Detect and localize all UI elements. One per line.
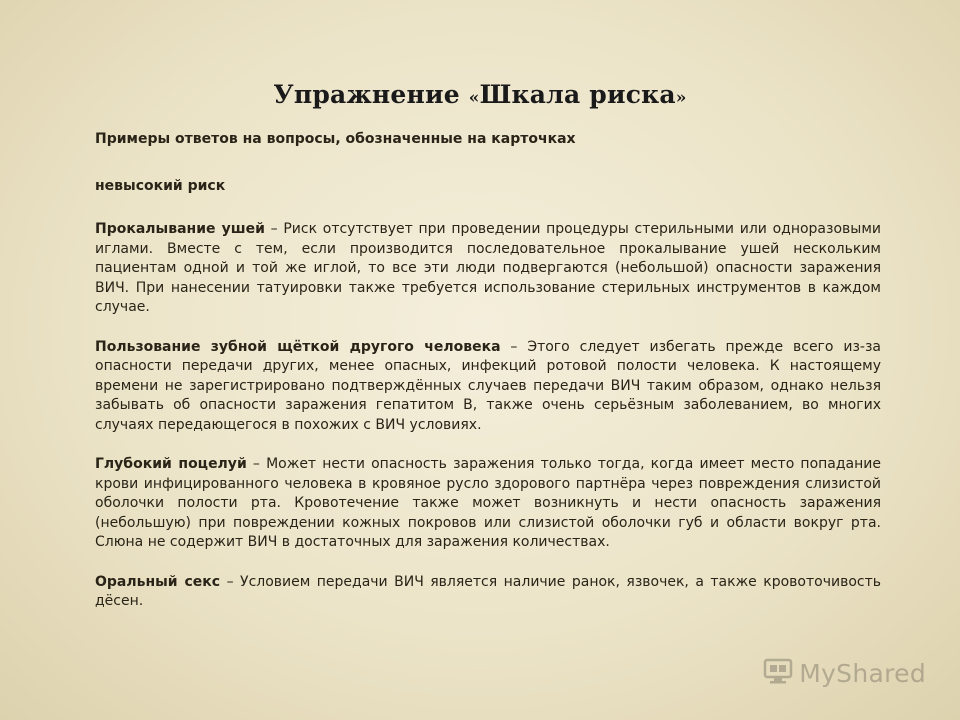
title-quote-close: » <box>675 88 687 108</box>
risk-level-heading: невысокий риск <box>95 177 226 194</box>
item-oral-sex <box>95 573 881 612</box>
item-separator: – <box>220 573 241 590</box>
item-separator: – <box>500 338 528 355</box>
item-term: Прокалывание ушей <box>95 221 265 237</box>
item-text: Риск отсутствует при проведении процедуры стерильными или одноразовыми иглами. Вместе с тем, если производится последовательное прокалывание ушей нескольким пациентам одной и той же иглой, то все эти люди подвергаются (небольшой) опасности заражения ВИЧ. При нанесении татуировки также требуется использование стерильных инструментов в каждом случае. <box>95 221 881 315</box>
item-text: Условием передачи ВИЧ является наличие ранок, язвочек, а также кровоточивость дёсен. <box>95 573 881 609</box>
subtitle: Примеры ответов на вопросы, обозначенные на карточках <box>95 131 576 147</box>
item-deep-kiss <box>95 455 881 553</box>
item-toothbrush <box>95 338 881 436</box>
monitor-logo-icon <box>763 657 793 689</box>
watermark-logo <box>763 656 926 690</box>
title-quote-open: « <box>468 88 480 108</box>
item-separator: – <box>264 221 284 237</box>
slide-title <box>0 80 960 109</box>
item-ear-piercing <box>95 220 881 318</box>
item-term: Оральный секс <box>95 573 221 590</box>
item-term: Пользование зубной щёткой другого человека <box>95 338 501 355</box>
item-text: Этого следует избегать прежде всего из-за опасности передачи других, менее опасных, инфекций ротовой полости человека. К настоящему времени не зарегистрировано подтверждённых случаев передачи ВИЧ таким образом, однако нельзя забывать об опасности заражения гепатитом B, также очень серьёзным заболеванием, во многих случаях передающегося в похожих с ВИЧ условиях. <box>95 338 881 433</box>
item-term: Глубокий поцелуй <box>95 456 247 472</box>
slide-content <box>95 130 881 632</box>
item-text: Может нести опасность заражения только тогда, когда имеет место попадание крови инфицированного человека в кровяное русло здорового партнёра через повреждения слизистой оболочки полости рта. Кровотечение также может возникнуть и нести опасность заражения (небольшую) при повреждении кожных покровов или слизистой оболочки губ и области вокруг рта. Слюна не содержит ВИЧ в достаточных для заражения количествах. <box>95 456 881 550</box>
watermark-brand: MyShared <box>799 658 926 688</box>
title-topic: Шкала риска <box>479 80 676 109</box>
title-main: Упражнение <box>273 80 469 109</box>
item-separator: – <box>246 456 267 472</box>
